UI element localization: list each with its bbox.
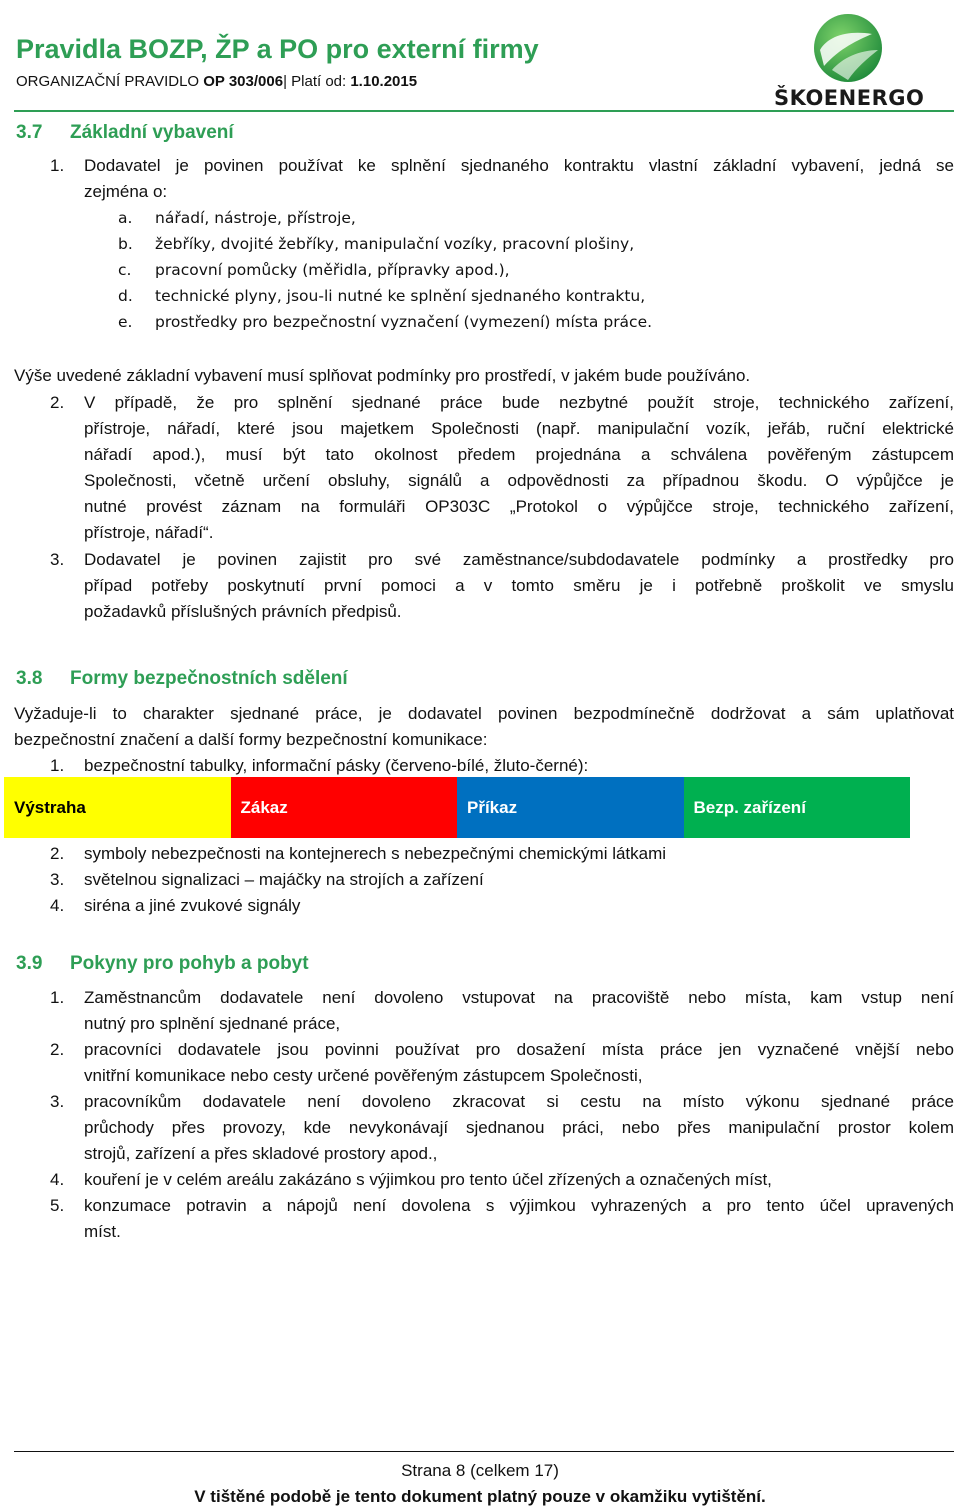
document-title: Pravidla BOZP, ŽP a PO pro externí firmy: [16, 34, 539, 64]
list-item: 1. Zaměstnancům dodavatele není dovoleno vstupovat na pracoviště nebo místa, kam vstup není nutný pro splnění sjednané práce,: [50, 988, 954, 1033]
list-item: 2. pracovníci dodavatele jsou povinni používat pro dosažení místa práce jen vyznačené vnější nebo vnitřní komunikace nebo cesty určené pověřeným zástupcem Společnosti,: [50, 1040, 954, 1085]
section-heading-3-8: 3.8 Formy bezpečnostních sdělení: [16, 668, 348, 689]
paragraph-2: V případě, že pro splnění sjednané práce bude nezbytné použít stroje, technického zařízení, přístroje, nářadí, které jsou majetkem Společnosti (např. manipulační vozík, jeřáb, ruční elektrické nářadí apod.), musí být tato okolnost předem projednána a schválena pověřeným zástupcem Společnosti, včetně určení obsluhy, signálů a odpovědnosti za případnou škodu. O výpůjčce je nutné provést záznam na formuláři OP303C „Protokol o výpůjčce stroje, technického zařízení, přístroje, nářadí“.: [84, 393, 954, 542]
document-subtitle: ORGANIZAČNÍ PRAVIDLO OP 303/006| Platí od: 1.10.2015: [16, 73, 418, 90]
list-item: 5. konzumace potravin a nápojů není dovolena s výjimkou vyhrazených a pro tento účel upravených míst.: [50, 1196, 954, 1241]
section-heading-3-9: 3.9 Pokyny pro pohyb a pobyt: [16, 953, 309, 974]
list-item-text: symboly nebezpečnosti na kontejnerech s nebezpečnými chemickými látkami: [84, 844, 667, 863]
list-item-text: siréna a jiné zvukové signály: [84, 896, 301, 915]
sign-warning: Výstraha: [4, 777, 231, 838]
note-line: Výše uvedené základní vybavení musí splňovat podmínky pro prostředí, v jakém bude používáno.: [14, 366, 751, 385]
paragraph-line: Vyžaduje-li to charakter sjednané práce, je dodavatel povinen bezpodmínečně dodržovat a sám uplatňovat: [14, 704, 954, 723]
movement-rules-list: [50, 985, 954, 1245]
list-item: 4. kouření je v celém areálu zakázáno s výjimkou pro tento účel zřízených a označených míst,: [50, 1170, 772, 1189]
paragraph-3: Dodavatel je povinen zajistit pro své zaměstnance/subdodavatele podmínky a prostředky pro případ potřeby poskytnutí první pomoci a v tomto směru je i potřebně proškolit ve smyslu požadavků příslušných právních předpisů.: [84, 550, 954, 621]
header-rule: [14, 110, 954, 112]
safety-sign-color-bar: [4, 777, 910, 838]
paragraph-line: Dodavatel je povinen používat ke splnění sjednaného kontraktu vlastní základní vybavení, jedná se: [84, 156, 954, 175]
section-heading-3-7: 3.7 Základní vybavení: [16, 122, 234, 143]
document-code: OP 303/006: [203, 73, 284, 90]
list-marker: 2.: [50, 844, 65, 863]
logo-text: ŠKOENERGO: [774, 86, 925, 110]
valid-date: 1.10.2015: [350, 73, 418, 90]
print-validity-notice: V tištěné podobě je tento dokument platný pouze v okamžiku vytištění.: [194, 1487, 766, 1506]
list-marker: 1.: [50, 756, 65, 775]
skoenergo-logo: [768, 6, 934, 110]
list-item-text: světelnou signalizaci – majáčky na strojích a zařízení: [84, 870, 484, 889]
paragraph-line: zejména o:: [84, 182, 168, 201]
paragraph-line: bezpečnostní značení a další formy bezpečnostní komunikace:: [14, 730, 488, 749]
footer-rule: [14, 1451, 954, 1452]
sign-safety-equipment: Bezp. zařízení: [684, 777, 911, 838]
list-marker: 2.: [50, 393, 65, 412]
page-number: Strana 8 (celkem 17): [401, 1461, 559, 1480]
list-marker: 4.: [50, 896, 65, 915]
list-marker: 3.: [50, 870, 65, 889]
list-item-text: bezpečnostní tabulky, informační pásky (červeno-bílé, žluto-černé):: [84, 756, 589, 775]
list-marker: 1.: [50, 156, 65, 175]
list-item: 3. pracovníkům dodavatele není dovoleno zkracovat si cestu na místo výkonu sjednané práce průchody přes provozy, kde nevykonávají sjednanou práci, nebo přes manipulační prostor kolem strojů, zařízení a přes skladové prostory apod.,: [50, 1092, 954, 1163]
list-marker: 3.: [50, 550, 65, 569]
sign-prohibition: Zákaz: [231, 777, 458, 838]
sign-mandatory: Příkaz: [457, 777, 684, 838]
